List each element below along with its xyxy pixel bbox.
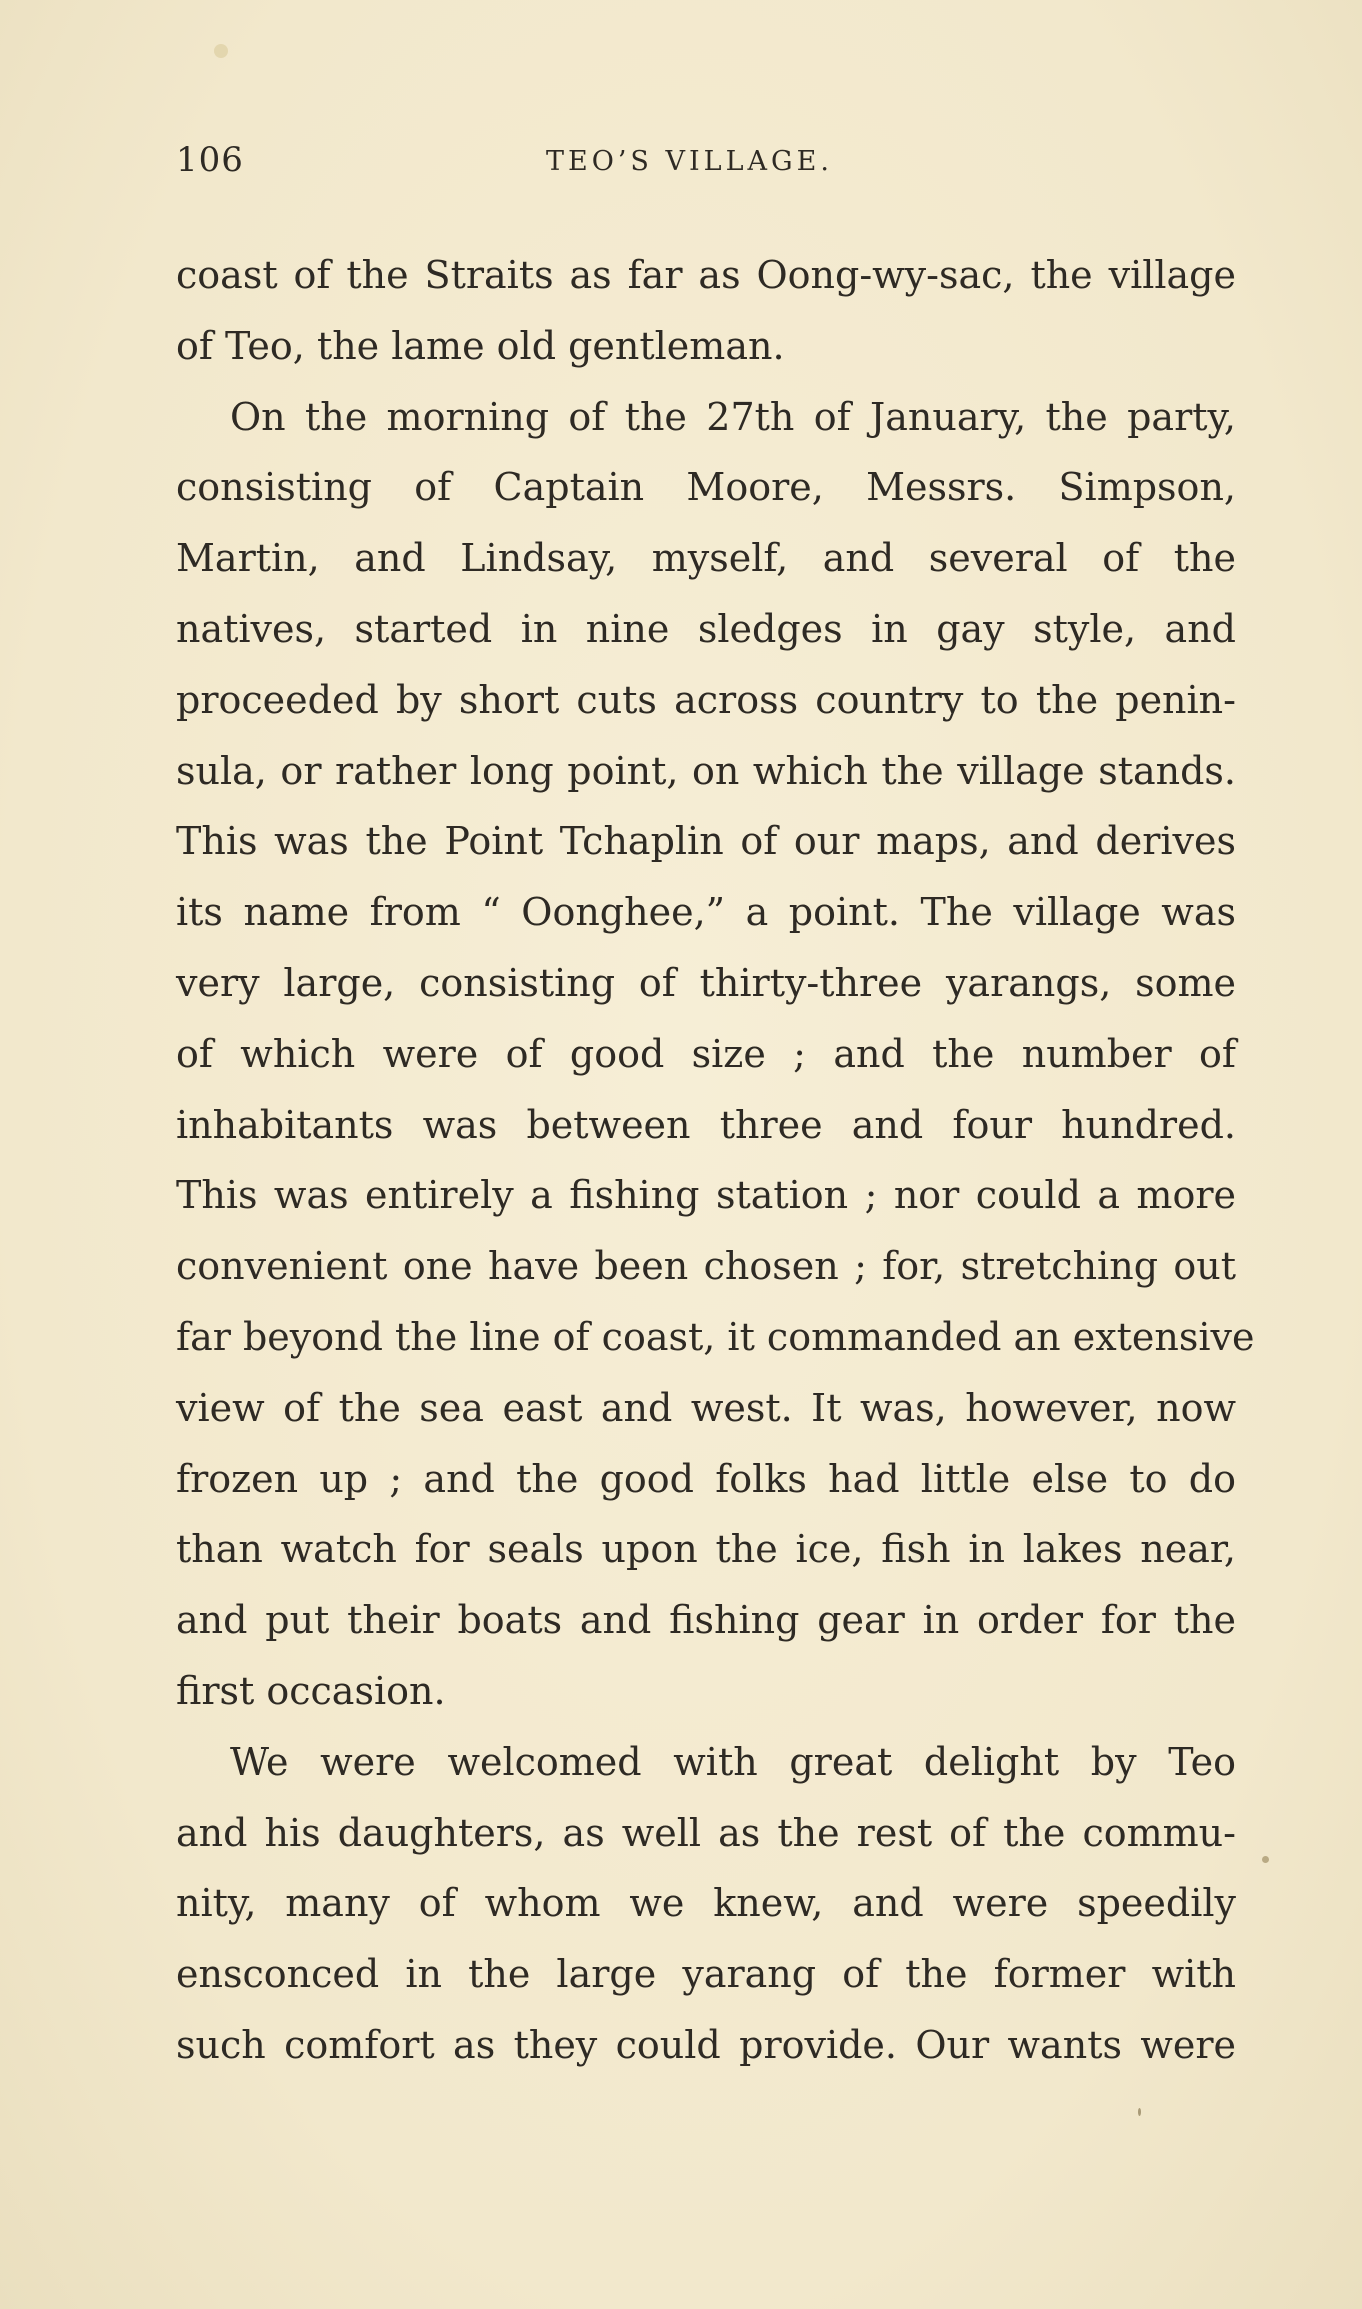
text-line: coast of the Straits as far as Oong-wy-sac, the village: [176, 253, 1236, 297]
text-line: This was entirely a fishing station ; nor could a more: [176, 1173, 1236, 1218]
page-number: 106: [176, 140, 244, 180]
text-line: of Teo, the lame old gentleman.: [176, 323, 785, 368]
running-header: [176, 140, 1236, 200]
text-line: than watch for seals upon the ice, fish in lakes near,: [176, 1527, 1236, 1572]
text-line: view of the sea east and west. It was, however, now: [176, 1385, 1236, 1430]
text-line: convenient one have been chosen ; for, stretching out: [176, 1244, 1236, 1289]
text-line: and put their boats and fishing gear in order for the: [176, 1598, 1236, 1643]
running-title: TEO’S VILLAGE.: [546, 146, 833, 177]
text-line: of which were of good size ; and the number of: [176, 1031, 1236, 1076]
text-line: such comfort as they could provide. Our wants were: [176, 2022, 1236, 2067]
text-line: and his daughters, as well as the rest of the commu-: [176, 1810, 1236, 1855]
text-line: far beyond the line of coast, it commanded an extensive: [176, 1314, 1255, 1359]
text-line: proceeded by short cuts across country to the penin-: [176, 677, 1236, 722]
paragraph-start-line: On the morning of the 27th of January, the party,: [230, 394, 1236, 439]
paper-speck: [214, 44, 228, 58]
body-text: [176, 240, 1255, 2081]
text-line: sula, or rather long point, on which the village stands.: [176, 748, 1236, 793]
text-line: consisting of Captain Moore, Messrs. Simpson,: [176, 465, 1236, 510]
paragraph-start-line: We were welcomed with great delight by Teo: [230, 1739, 1236, 1784]
text-line: very large, consisting of thirty-three yarangs, some: [176, 960, 1236, 1005]
text-line: This was the Point Tchaplin of our maps, and derives: [176, 819, 1236, 864]
text-line: its name from “ Oonghee,” a point. The village was: [176, 890, 1236, 935]
text-line: Martin, and Lindsay, myself, and several of the: [176, 536, 1236, 581]
text-line: natives, started in nine sledges in gay style, and: [176, 606, 1236, 651]
text-line: nity, many of whom we knew, and were speedily: [176, 1881, 1236, 1926]
text-line: inhabitants was between three and four hundred.: [176, 1102, 1236, 1147]
paper-speck: [1262, 1856, 1269, 1863]
text-line: frozen up ; and the good folks had little else to do: [176, 1456, 1236, 1501]
text-line: first occasion.: [176, 1668, 446, 1713]
paper-speck: [1138, 2108, 1141, 2116]
text-line: ensconced in the large yarang of the former with: [176, 1952, 1236, 1997]
